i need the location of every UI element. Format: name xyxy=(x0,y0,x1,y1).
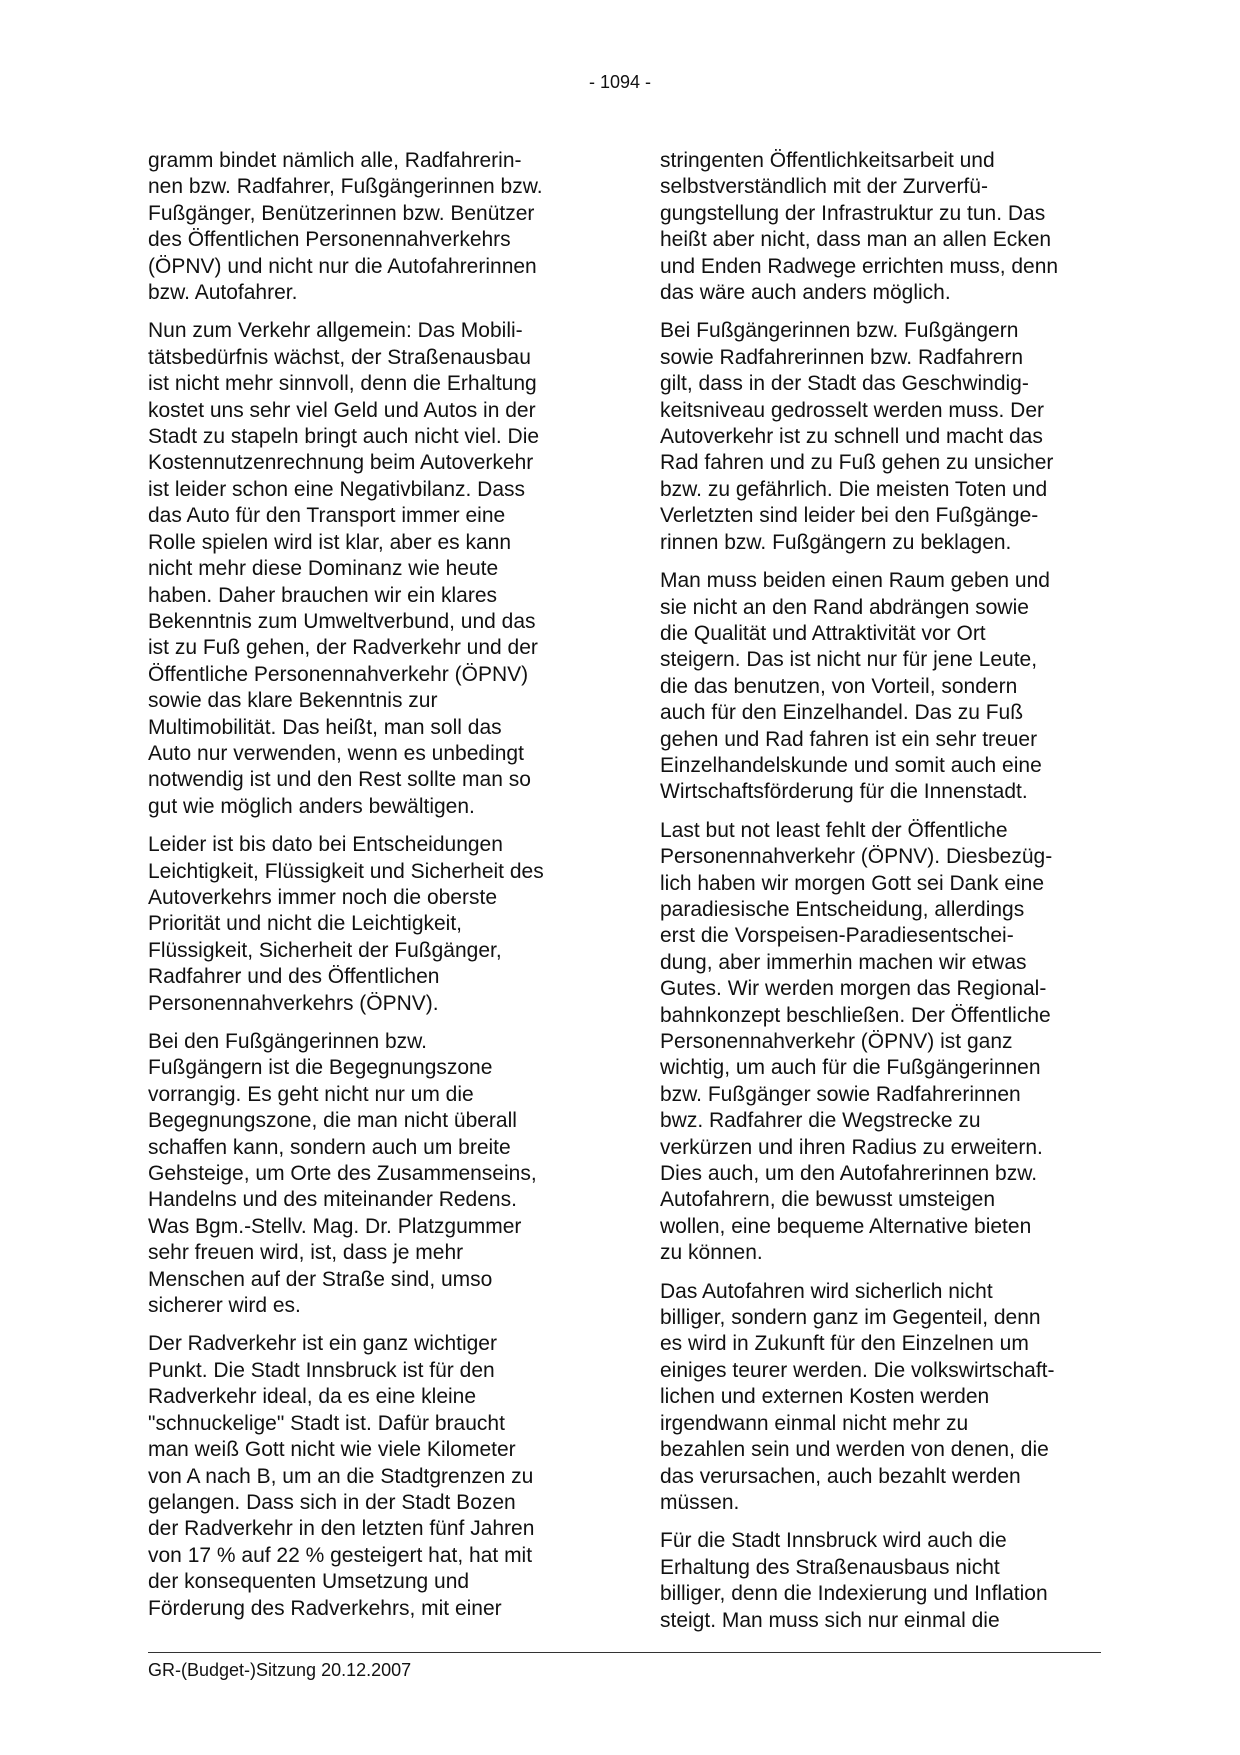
text-line: bzw. Autofahrer. xyxy=(148,281,298,305)
text-line: Flüssigkeit, Sicherheit der Fußgänger, xyxy=(148,938,502,962)
text-line: "schnuckelige" Stadt ist. Dafür braucht xyxy=(148,1411,505,1435)
text-line: Personennahverkehr (ÖPNV). Diesbezüg- xyxy=(660,845,1053,869)
text-line: Leichtigkeit, Flüssigkeit und Sicherheit des xyxy=(148,859,544,883)
text-line: vorrangig. Es geht nicht nur um die xyxy=(148,1082,474,1106)
text-line: Autoverkehrs immer noch die oberste xyxy=(148,885,497,909)
text-line: Radverkehr ideal, da es eine kleine xyxy=(148,1385,477,1409)
text-line: irgendwann einmal nicht mehr zu xyxy=(660,1411,969,1435)
text-line: des Öffentlichen Personennahverkehrs xyxy=(148,228,511,252)
paragraph xyxy=(148,1331,588,1621)
text-line: es wird in Zukunft für den Einzelnen um xyxy=(660,1332,1029,1356)
text-line: Punkt. Die Stadt Innsbruck ist für den xyxy=(148,1358,495,1382)
text-line: gramm bindet nämlich alle, Radfahrerin- xyxy=(148,149,522,172)
paragraph xyxy=(660,148,1100,306)
text-line: Radfahrer und des Öffentlichen xyxy=(148,965,440,989)
text-line: Einzelhandelskunde und somit auch eine xyxy=(660,753,1042,777)
text-line: Priorität und nicht die Leichtigkeit, xyxy=(148,912,463,936)
text-line: die Qualität und Attraktivität vor Ort xyxy=(660,621,986,645)
paragraph xyxy=(148,318,588,820)
text-line: Rad fahren und zu Fuß gehen zu unsicher xyxy=(660,451,1054,475)
text-line: bzw. Fußgänger sowie Radfahrerinnen xyxy=(660,1082,1021,1106)
text-line: der konsequenten Umsetzung und xyxy=(148,1570,470,1594)
paragraph xyxy=(660,1279,1100,1517)
text-line: steigt. Man muss sich nur einmal die xyxy=(660,1608,1000,1632)
text-line: Personennahverkehrs (ÖPNV). xyxy=(148,991,439,1015)
text-line: Autoverkehr ist zu schnell und macht das xyxy=(660,425,1043,449)
text-line: erst die Vorspeisen-Paradiesentschei- xyxy=(660,924,1014,948)
text-line: das wäre auch anders möglich. xyxy=(660,281,951,305)
text-line: der Radverkehr in den letzten fünf Jahren xyxy=(148,1517,535,1541)
text-line: sie nicht an den Rand abdrängen sowie xyxy=(660,595,1029,619)
text-line: Last but not least fehlt der Öffentliche xyxy=(660,818,1008,842)
paragraph xyxy=(660,568,1100,806)
text-line: bezahlen sein und werden von denen, die xyxy=(660,1438,1049,1462)
text-line: nicht mehr diese Dominanz wie heute xyxy=(148,557,499,581)
text-line: bzw. zu gefährlich. Die meisten Toten und xyxy=(660,477,1048,501)
text-line: zu können. xyxy=(660,1241,763,1265)
text-line: stringenten Öffentlichkeitsarbeit und xyxy=(660,149,995,172)
text-line: Wirtschaftsförderung für die Innenstadt. xyxy=(660,780,1028,804)
text-line: Begegnungszone, die man nicht überall xyxy=(148,1109,517,1133)
text-line: und Enden Radwege errichten muss, denn xyxy=(660,254,1059,278)
text-line: sehr freuen wird, ist, dass je mehr xyxy=(148,1241,464,1265)
text-line: das Auto für den Transport immer eine xyxy=(148,504,506,528)
text-line: Bekenntnis zum Umweltverbund, und das xyxy=(148,609,536,633)
text-line: rinnen bzw. Fußgängern zu beklagen. xyxy=(660,530,1012,554)
text-line: Dies auch, um den Autofahrerinnen bzw. xyxy=(660,1162,1038,1186)
text-line: sicherer wird es. xyxy=(148,1294,301,1318)
text-line: ist nicht mehr sinnvoll, denn die Erhaltung xyxy=(148,372,537,396)
text-line: von 17 % auf 22 % gesteigert hat, hat mit xyxy=(148,1543,533,1567)
text-line: schaffen kann, sondern auch um breite xyxy=(148,1135,511,1159)
text-line: die das benutzen, von Vorteil, sondern xyxy=(660,674,1018,698)
text-line: steigern. Das ist nicht nur für jene Leute, xyxy=(660,648,1038,672)
text-line: tätsbedürfnis wächst, der Straßenausbau xyxy=(148,345,531,369)
text-line: (ÖPNV) und nicht nur die Autofahrerinnen xyxy=(148,254,537,278)
left-text-column xyxy=(148,148,588,1634)
text-line: sowie Radfahrerinnen bzw. Radfahrern xyxy=(660,345,1024,369)
right-text-column xyxy=(660,148,1100,1646)
text-line: ist zu Fuß gehen, der Radverkehr und der xyxy=(148,636,538,660)
paragraph xyxy=(660,818,1100,1267)
text-line: haben. Daher brauchen wir ein klares xyxy=(148,583,498,607)
text-line: auch für den Einzelhandel. Das zu Fuß xyxy=(660,701,1024,725)
text-line: gungstellung der Infrastruktur zu tun. Das xyxy=(660,201,1046,225)
text-line: Fußgängern ist die Begegnungszone xyxy=(148,1056,493,1080)
paragraph xyxy=(148,148,588,306)
text-line: bwz. Radfahrer die Wegstrecke zu xyxy=(660,1109,981,1133)
text-line: notwendig ist und den Rest sollte man so xyxy=(148,768,531,792)
text-line: Auto nur verwenden, wenn es unbedingt xyxy=(148,741,524,765)
text-line: Erhaltung des Straßenausbaus nicht xyxy=(660,1555,1000,1579)
text-line: Man muss beiden einen Raum geben und xyxy=(660,569,1050,593)
text-line: Für die Stadt Innsbruck wird auch die xyxy=(660,1529,1007,1553)
text-line: lich haben wir morgen Gott sei Dank eine xyxy=(660,871,1045,895)
text-line: paradiesische Entscheidung, allerdings xyxy=(660,897,1025,921)
text-line: sowie das klare Bekenntnis zur xyxy=(148,689,438,713)
text-line: Gutes. Wir werden morgen das Regional- xyxy=(660,977,1047,1001)
text-line: Gehsteige, um Orte des Zusammenseins, xyxy=(148,1162,537,1186)
text-line: Multimobilität. Das heißt, man soll das xyxy=(148,715,502,739)
text-line: keitsniveau gedrosselt werden muss. Der xyxy=(660,398,1045,422)
footer-divider xyxy=(148,1652,1101,1653)
text-line: Der Radverkehr ist ein ganz wichtiger xyxy=(148,1332,497,1356)
paragraph xyxy=(148,832,588,1017)
page-number: - 1094 - xyxy=(588,72,652,92)
paragraph xyxy=(148,1029,588,1319)
text-line: gelangen. Dass sich in der Stadt Bozen xyxy=(148,1490,516,1514)
text-line: man weiß Gott nicht wie viele Kilometer xyxy=(148,1438,516,1462)
text-line: ist leider schon eine Negativbilanz. Dass xyxy=(148,477,526,501)
text-line: Menschen auf der Straße sind, umso xyxy=(148,1267,493,1291)
text-line: Rolle spielen wird ist klar, aber es kann xyxy=(148,530,512,554)
text-line: das verursachen, auch bezahlt werden xyxy=(660,1464,1021,1488)
text-line: von A nach B, um an die Stadtgrenzen zu xyxy=(148,1464,534,1488)
text-line: Leider ist bis dato bei Entscheidungen xyxy=(148,833,503,857)
text-line: Öffentliche Personennahverkehr (ÖPNV) xyxy=(148,662,529,686)
text-line: Fußgänger, Benützerinnen bzw. Benützer xyxy=(148,201,535,225)
text-line: Was Bgm.-Stellv. Mag. Dr. Platzgummer xyxy=(148,1214,522,1238)
text-line: Das Autofahren wird sicherlich nicht xyxy=(660,1279,993,1303)
text-line: Autofahrern, die bewusst umsteigen xyxy=(660,1188,996,1212)
text-line: verkürzen und ihren Radius zu erweitern. xyxy=(660,1135,1043,1159)
text-line: Bei den Fußgängerinnen bzw. xyxy=(148,1030,428,1053)
text-line: kostet uns sehr viel Geld und Autos in der xyxy=(148,398,536,422)
text-line: Personennahverkehr (ÖPNV) ist ganz xyxy=(660,1030,1013,1053)
text-line: Nun zum Verkehr allgemein: Das Mobili- xyxy=(148,319,523,343)
text-line: Verletzten sind leider bei den Fußgänge- xyxy=(660,504,1039,528)
text-line: wichtig, um auch für die Fußgängerinnen xyxy=(660,1056,1041,1080)
text-line: müssen. xyxy=(660,1490,740,1514)
paragraph xyxy=(660,1528,1100,1634)
text-line: Förderung des Radverkehrs, mit einer xyxy=(148,1596,502,1620)
text-line: wollen, eine bequeme Alternative bieten xyxy=(660,1214,1032,1238)
text-line: Handelns und des miteinander Redens. xyxy=(148,1188,517,1212)
text-line: Stadt zu stapeln bringt auch nicht viel. Die xyxy=(148,425,540,449)
text-line: dung, aber immerhin machen wir etwas xyxy=(660,950,1027,974)
paragraph xyxy=(660,318,1100,556)
text-line: nen bzw. Radfahrer, Fußgängerinnen bzw. xyxy=(148,175,543,199)
text-line: billiger, sondern ganz im Gegenteil, denn xyxy=(660,1306,1041,1330)
text-line: Bei Fußgängerinnen bzw. Fußgängern xyxy=(660,319,1019,343)
text-line: gilt, dass in der Stadt das Geschwindig- xyxy=(660,372,1029,396)
text-line: Kostennutzenrechnung beim Autoverkehr xyxy=(148,451,534,475)
text-line: bahnkonzept beschließen. Der Öffentliche xyxy=(660,1003,1051,1027)
text-line: gehen und Rad fahren ist ein sehr treuer xyxy=(660,727,1038,751)
text-line: gut wie möglich anders bewältigen. xyxy=(148,794,475,818)
text-line: einiges teurer werden. Die volkswirtschaft- xyxy=(660,1358,1055,1382)
text-line: heißt aber nicht, dass man an allen Ecken xyxy=(660,228,1052,252)
text-line: selbstverständlich mit der Zurverfü- xyxy=(660,175,988,199)
text-line: lichen und externen Kosten werden xyxy=(660,1385,990,1409)
footer-session-label: GR-(Budget-)Sitzung 20.12.2007 xyxy=(148,1660,412,1680)
text-line: billiger, denn die Indexierung und Inflation xyxy=(660,1582,1048,1606)
